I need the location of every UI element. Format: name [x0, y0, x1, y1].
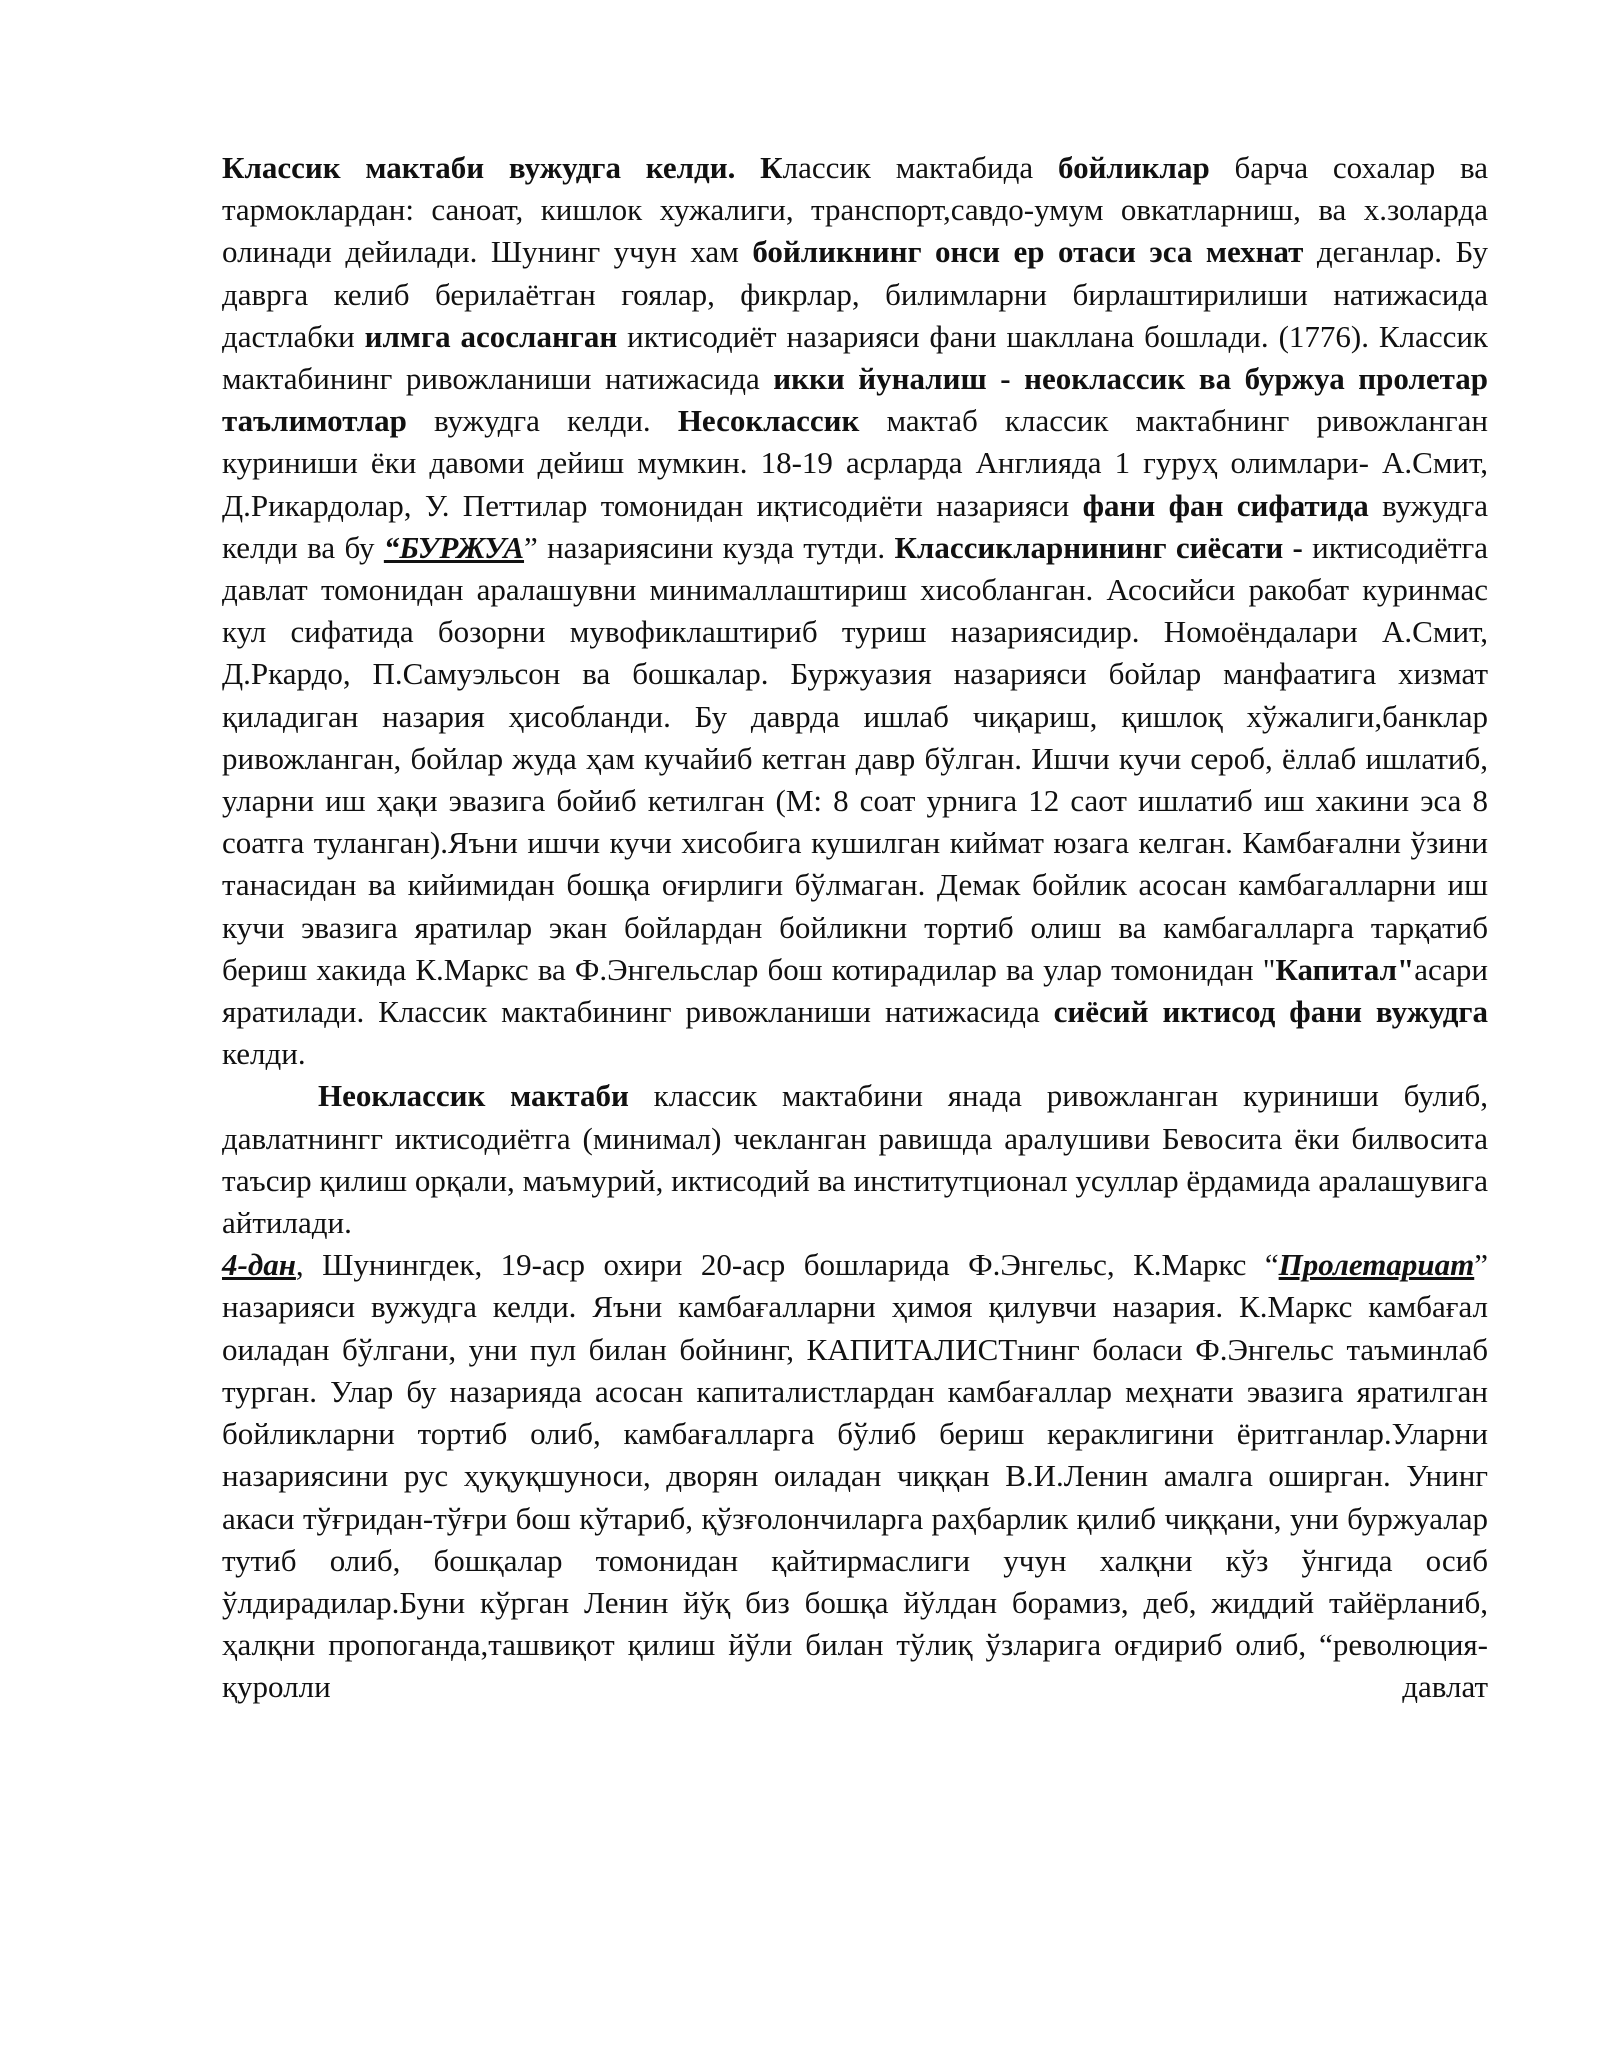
document-page	[222, 147, 1488, 1709]
emphasized-term: “БУРЖУА	[383, 529, 525, 565]
bold-term: сиёсий иктисод фани вужудга	[1053, 994, 1488, 1030]
text-run: лассик мактабида	[782, 150, 1058, 185]
paragraph-classical-school	[222, 147, 1488, 1075]
text-run: келди.	[222, 1036, 306, 1072]
text-run: классик мактабини янада ривожланган куриниши булиб, давлатнингг иктисодиётга (минимал) чекланган равишда аралушиви Бевосита ёки билвосита таъсир қилиш орқали, маъмурий, иктисодий ва институтционал усуллар ёрдамида аралашувига айтилади.	[222, 1078, 1488, 1241]
bold-term: Капитал"	[1275, 951, 1415, 987]
bold-term: бойликнинг онси ер отаси эса мехнат	[752, 234, 1304, 270]
text-run: барча сохалар ва тармоклардан: саноат, кишлок хужалиги, транспорт,савдо-умум овкатларниш, ва х.золарда олинади дейилади. Шунинг учун хам	[222, 150, 1489, 270]
text-run: вужудга келди ва бу	[222, 487, 1488, 565]
paragraph-neoclassical-school	[222, 1075, 1488, 1244]
bold-term: бойликлар	[1057, 150, 1210, 185]
text-run: деганлар. Бу даврга келиб берилаётган гоялар, фикрлар, билимларни бирлаштирилиши натижасида дастлабки	[222, 234, 1489, 354]
paragraph-proletariat-theory	[222, 1244, 1488, 1708]
text-run: ” назариясини кузда тутди.	[524, 529, 895, 565]
text-run: иктисодиёт назарияси фани шакллана бошлади. (1776). Классик мактабининг ривожланиши натижасида	[222, 318, 1488, 397]
text-run: вужудга келди.	[406, 403, 678, 439]
emphasized-term: Пролетариат	[1278, 1247, 1475, 1283]
bold-term: икки йуналиш - неоклассик ва буржуа пролетар таълимотлар	[222, 361, 1488, 439]
bold-term: Классик мактаби вужудга келди. К	[222, 150, 783, 185]
bold-term: фани фан сифатида	[1082, 487, 1369, 523]
text-run: мактаб классик мактабнинг ривожланган куриниши ёки давоми дейиш мумкин. 18-19 асрларда Англияда 1 гуруҳ олимлари- А.Смит, Д.Рикардолар, У. Петтилар томонидан иқтисодиёти назарияси	[222, 403, 1488, 523]
text-run: , Шунингдек, 19-аср охири 20-аср бошларида Ф.Энгельс, К.Маркс “	[295, 1247, 1279, 1283]
text-run: ” назарияси вужудга келди. Яъни камбағалларни ҳимоя қилувчи назария. К.Маркс камбағал оиладан бўлгани, уни пул билан бойнинг, КАПИТАЛИСТнинг боласи Ф.Энгельс таъминлаб турган. Улар бу назарияда асосан капиталистлардан камбағаллар меҳнати эвазига яратилган бойликларни тортиб олиб, камбағалларга бўлиб бериш кераклигини ёритганлар.Уларни назариясини рус ҳуқуқшуноси, дворян оиладан чиққан В.И.Ленин амалга оширган. Унинг акаси тўғридан-тўғри бош кўтариб, қўзғолончиларга раҳбарлик қилиб чиққани, уни буржуалар тутиб олиб, бошқалар томонидан қайтирмаслиги учун халқни кўз ўнгида осиб ўлдирадилар.Буни кўрган Ленин йўқ биз бошқа йўлдан борамиз, деб, жиддий тайёрланиб, ҳалқни пропоганда,ташвиқот қилиш йўли билан тўлиқ ўзларига оғдириб олиб, “революция- қуролли давлат	[222, 1247, 1488, 1705]
text-run: асари яратилади. Классик мактабининг ривожланиши натижасида	[222, 951, 1488, 1030]
text-run: иктисодиётга давлат томонидан аралашувни минималлаштириш хисобланган. Асосийси ракобат куринмас кул сифатида бозорни мувофиклаштириб туриш назариясидир. Номоёндалари А.Смит, Д.Ркардо, П.Самуэльсон ва бошкалар. Буржуазия назарияси бойлар манфаатига хизмат қиладиган назария ҳисобланди. Бу даврда ишлаб чиқариш, қишлоқ хўжалиги,банклар ривожланган, бойлар жуда ҳам кучайиб кетган давр бўлган. Ишчи кучи сероб, ёллаб ишлатиб, уларни иш ҳақи эвазига бойиб кетилган (М: 8 соат урнига 12 саот ишлатиб иш хакини эса 8 соатга туланган).Яъни ишчи кучи хисобига кушилган киймат юзага келган. Камбағални ўзини танасидан ва кийимидан бошқа оғирлиги бўлмаган. Демак бойлик асосан камбагалларни иш кучи эвазига яратилар экан бойлардан бойликни тортиб олиш ва камбагалларга тарқатиб бериш хакида К.Маркс ва Ф.Энгельслар бош котирадилар ва улар томонидан "	[222, 529, 1488, 987]
bold-term: илмга асосланган	[364, 318, 618, 354]
bold-term: Несоклассик	[677, 403, 860, 439]
emphasized-term: 4-дан	[222, 1247, 296, 1283]
bold-term: Классикларнининг сиёсати -	[894, 529, 1303, 565]
bold-term: Неоклассик мактаби	[318, 1078, 629, 1114]
